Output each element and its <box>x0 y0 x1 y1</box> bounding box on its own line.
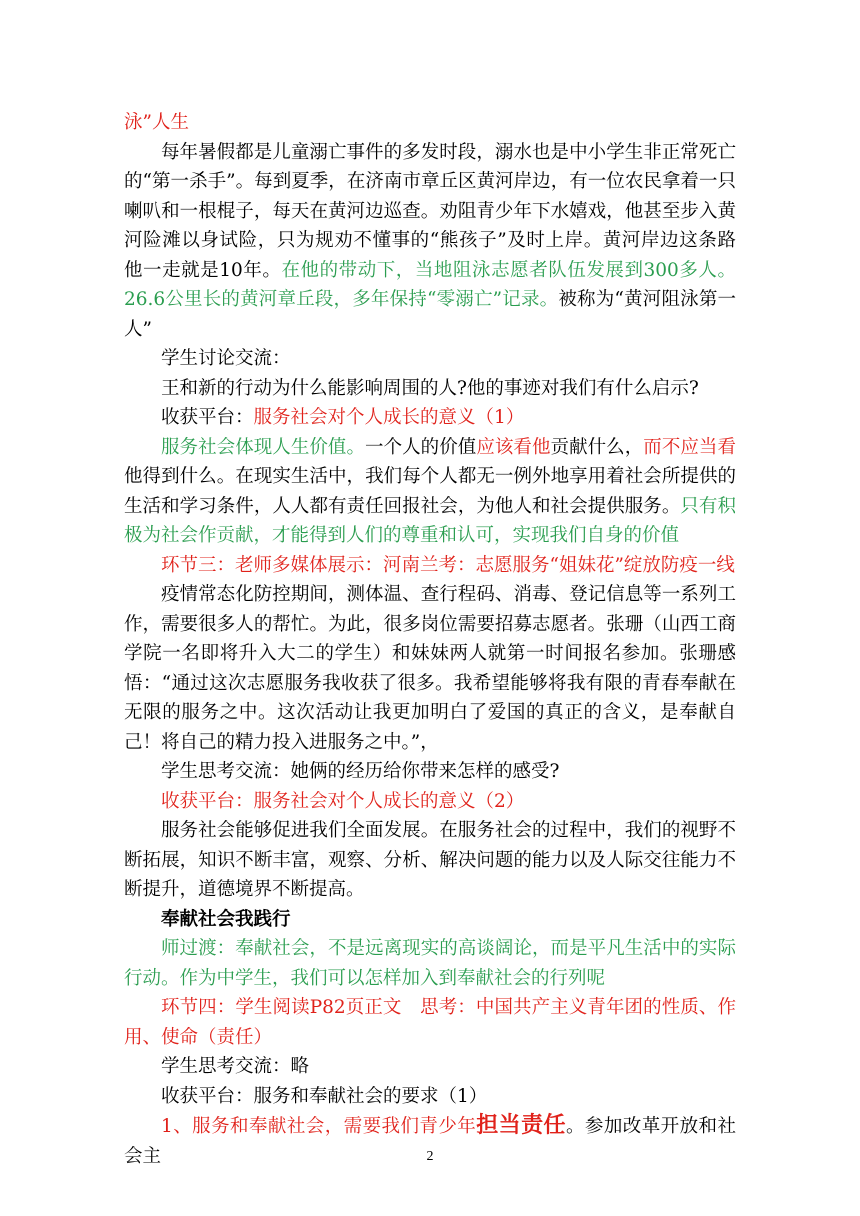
text-run: 每年暑假都是儿童溺亡事件的多发时段，溺水也是中小学生非正常死亡的“第一杀手”。每到夏季，在济南市章丘区黄河岸边，有一位农民拿着一只喇叭和一根棍子，每天在黄河边巡查。劝阻青少年下水嬉戏，他甚至步入黄河险滩以身试险，只为规劝不懂事的“熊孩子”及时上岸。黄河岸边这条路 他一走就是10年。 <box>124 141 736 281</box>
paragraph <box>124 580 736 757</box>
text-run: 一个人的价值 <box>365 436 477 458</box>
paragraph <box>124 1082 736 1112</box>
paragraph <box>124 757 736 787</box>
text-run: 被称为“黄河阻泳第一人” <box>124 289 736 340</box>
text-run: 师过渡：奉献社会，不是远离现实的高谈阔论，而是平凡生活中的实际行动。作为中学生，我们可以怎样加入到奉献社会的行列呢 <box>124 938 736 989</box>
text-run: 收获平台： <box>161 407 254 428</box>
paragraph <box>124 551 736 581</box>
text-run: 收获平台：服务社会对个人成长的意义（2） <box>161 790 525 812</box>
text-run: 1、服务和奉献社会，需要我们青少年 <box>161 1116 477 1137</box>
text-run: 学生讨论交流： <box>161 348 291 369</box>
text-run: 服务社会对个人成长的意义（1） <box>253 407 525 428</box>
text-run: 只有积极为社会作贡献，才能得到人们的尊重和认可，实现我们自身的价值 <box>124 495 736 546</box>
paragraph <box>124 993 736 1052</box>
document-page <box>124 108 736 1171</box>
paragraph <box>124 403 736 433</box>
text-run: 收获平台：服务和奉献社会的要求（1） <box>161 1085 488 1107</box>
paragraph <box>124 787 736 817</box>
paragraph <box>124 905 736 935</box>
text-run: 环节四：学生阅读P82页正文 思考：中国共产主义青年团的性质、作用、使命（责任） <box>124 997 736 1048</box>
document-body <box>124 108 736 1171</box>
text-run: 担当责任 <box>476 1113 566 1138</box>
text-run: 应该看他 <box>476 436 551 458</box>
paragraph <box>124 934 736 993</box>
paragraph <box>124 1052 736 1082</box>
page-number: 2 <box>426 1149 434 1164</box>
paragraph <box>124 138 736 345</box>
text-run: 他得到什么。在现实生活中，我们每个人都无一例外地享用着社会所提供的生活和学习条件，人人都有责任回报社会，为他人和社会提供服务。 <box>124 466 736 517</box>
text-run: 而不应当看 <box>643 436 736 458</box>
text-run: 泳”人生 <box>124 112 189 133</box>
text-run: 在他的带动下，当地阻泳志愿者队伍发展到300多人。26.6公里长的黄河章丘段，多年保持“零溺亡”记录。 <box>124 259 736 310</box>
text-run: 王和新的行动为什么能影响周围的人?他的事迹对我们有什么启示? <box>161 377 699 399</box>
text-run: 贡献什么， <box>550 436 644 458</box>
paragraph <box>124 433 736 551</box>
text-run: 学生思考交流：她俩的经历给你带来怎样的感受? <box>161 761 560 782</box>
text-run: 服务社会体现人生价值。 <box>161 436 366 458</box>
text-run: 。参加改革开放和社会主 <box>124 1116 736 1167</box>
text-run: 学生思考交流：略 <box>161 1056 310 1077</box>
text-run: 奉献社会我践行 <box>161 908 291 930</box>
paragraph <box>124 374 736 404</box>
paragraph <box>124 108 736 138</box>
paragraph <box>124 344 736 374</box>
paragraph <box>124 816 736 905</box>
text-run: 服务社会能够促进我们全面发展。在服务社会的过程中，我们的视野不断拓展，知识不断丰富，观察、分析、解决问题的能力以及人际交往能力不断提升，道德境界不断提高。 <box>124 820 736 900</box>
text-run: 环节三：老师多媒体展示：河南兰考：志愿服务“姐妹花”绽放防疫一线 <box>161 554 735 576</box>
text-run: 疫情常态化防控期间，测体温、查行程码、消毒、登记信息等一系列工作，需要很多人的帮忙。为此，很多岗位需要招募志愿者。张珊（山西工商学院一名即将升入大二的学生）和妹妹两人就第一时间报名参加。张珊感悟：“通过这次志愿服务我收获了很多。我希望能够将我有限的青春奉献在无限的服务之中。这次活动让我更加明白了爱国的真正的含义，是奉献自己！将自己的精力投入进服务之中。”， <box>124 584 736 753</box>
